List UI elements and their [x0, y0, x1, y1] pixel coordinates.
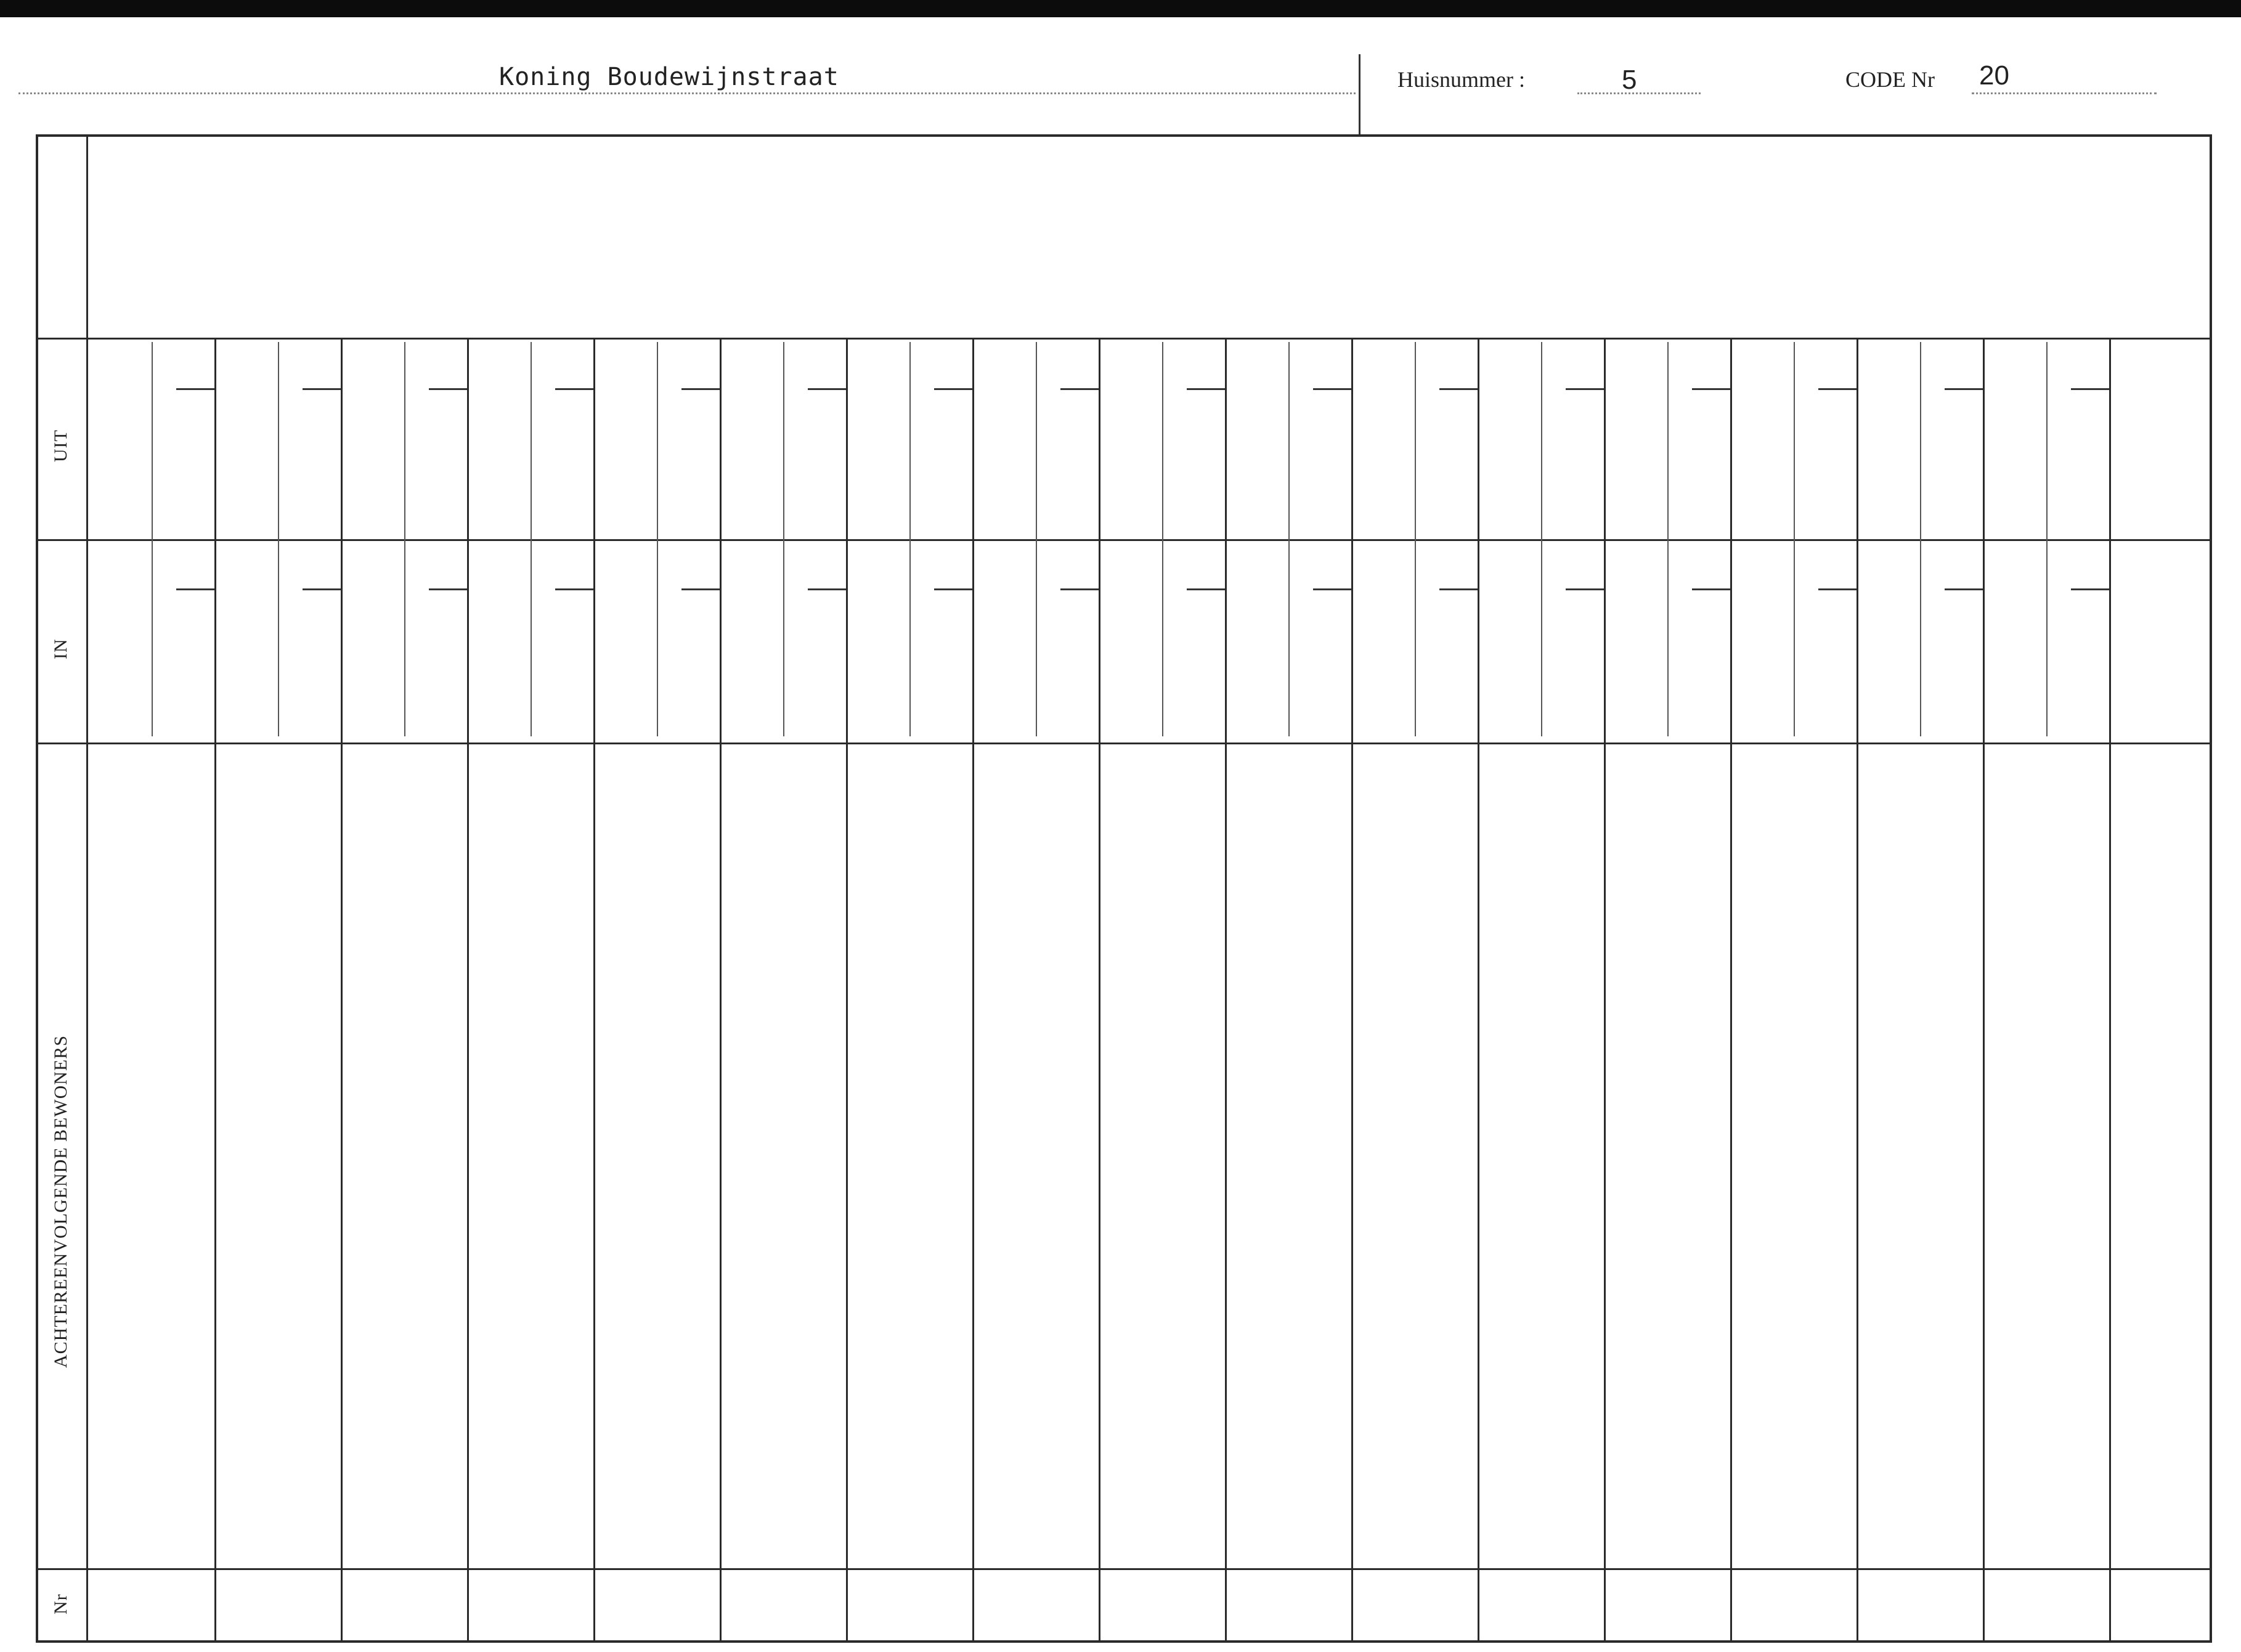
row-divider-line: [1857, 338, 1858, 1641]
header-divider: [1359, 54, 1360, 134]
empty-cell-dash: [1566, 388, 1604, 390]
register-table: [36, 134, 2212, 1643]
row-divider-line: [593, 338, 595, 1641]
empty-cell-dash: [808, 588, 846, 590]
row-divider-line: [1604, 338, 1606, 1641]
empty-cell-dash: [1060, 588, 1099, 590]
empty-cell-dash: [934, 588, 972, 590]
row-divider-line: [1225, 338, 1227, 1641]
col-header-in: IN: [51, 638, 71, 659]
code-dotted-line: [1972, 92, 2157, 94]
row-divider-line: [1478, 338, 1479, 1641]
empty-cell-dash: [934, 388, 972, 390]
row-divider-line: [467, 338, 469, 1641]
cell-subdivider-line: [278, 342, 279, 736]
cell-subdivider-line: [1541, 342, 1542, 736]
cell-subdivider-line: [657, 342, 658, 736]
cell-subdivider-line: [1415, 342, 1416, 736]
empty-cell-dash: [808, 388, 846, 390]
street-dotted-line: [18, 92, 1356, 94]
empty-cell-dash: [1187, 388, 1225, 390]
cell-subdivider-line: [909, 342, 911, 736]
empty-cell-dash: [176, 588, 214, 590]
row-divider-line: [1983, 338, 1985, 1641]
cell-subdivider-line: [1162, 342, 1163, 736]
empty-cell-dash: [1945, 388, 1983, 390]
uit-top-line: [36, 338, 2212, 340]
row-divider-line: [1099, 338, 1100, 1641]
cell-subdivider-line: [783, 342, 784, 736]
empty-cell-dash: [429, 388, 467, 390]
empty-cell-dash: [1818, 588, 1857, 590]
street-name: Koning Boudewijnstraat: [499, 63, 839, 91]
bewoners-top-line: [36, 743, 2212, 744]
scan-top-edge: [0, 0, 2241, 17]
row-divider-line: [214, 338, 216, 1641]
huisnummer-label: Huisnummer :: [1397, 67, 1525, 92]
empty-cell-dash: [1439, 588, 1478, 590]
empty-cell-dash: [1187, 588, 1225, 590]
cell-subdivider-line: [1920, 342, 1921, 736]
col-header-bewoners: ACHTEREENVOLGENDE BEWONERS: [51, 1035, 71, 1368]
code-value: 20: [1979, 60, 2009, 91]
empty-cell-dash: [176, 388, 214, 390]
code-label: CODE Nr: [1845, 67, 1935, 92]
cell-subdivider-line: [152, 342, 153, 736]
empty-cell-dash: [1313, 388, 1351, 390]
row-divider-line: [2109, 338, 2111, 1641]
empty-cell-dash: [1313, 588, 1351, 590]
header-column-divider: [86, 137, 88, 1640]
empty-cell-dash: [429, 588, 467, 590]
nr-top-line: [36, 1568, 2212, 1570]
row-divider-line: [1351, 338, 1353, 1641]
cell-subdivider-line: [2046, 342, 2048, 736]
empty-cell-dash: [2071, 588, 2109, 590]
empty-cell-dash: [1566, 588, 1604, 590]
row-divider-line: [846, 338, 848, 1641]
in-uit-divider: [36, 539, 2212, 541]
col-header-uit: UIT: [51, 429, 71, 462]
cell-subdivider-line: [1036, 342, 1037, 736]
empty-cell-dash: [1945, 588, 1983, 590]
col-header-nr: Nr: [51, 1593, 71, 1614]
empty-cell-dash: [1439, 388, 1478, 390]
row-divider-line: [341, 338, 343, 1641]
empty-cell-dash: [1060, 388, 1099, 390]
row-divider-line: [972, 338, 974, 1641]
empty-cell-dash: [681, 388, 720, 390]
empty-cell-dash: [303, 388, 341, 390]
cell-subdivider-line: [1667, 342, 1669, 736]
cell-subdivider-line: [1794, 342, 1795, 736]
empty-cell-dash: [1692, 588, 1730, 590]
row-divider-line: [1730, 338, 1732, 1641]
cell-subdivider-line: [404, 342, 405, 736]
huisnummer-value: 5: [1622, 65, 1637, 95]
row-divider-line: [720, 338, 722, 1641]
empty-cell-dash: [1818, 388, 1857, 390]
empty-cell-dash: [1692, 388, 1730, 390]
empty-cell-dash: [681, 588, 720, 590]
empty-cell-dash: [303, 588, 341, 590]
cell-subdivider-line: [531, 342, 532, 736]
cell-subdivider-line: [1288, 342, 1290, 736]
empty-cell-dash: [555, 388, 593, 390]
empty-cell-dash: [555, 588, 593, 590]
empty-cell-dash: [2071, 388, 2109, 390]
huisnummer-dotted-line: [1577, 92, 1701, 94]
